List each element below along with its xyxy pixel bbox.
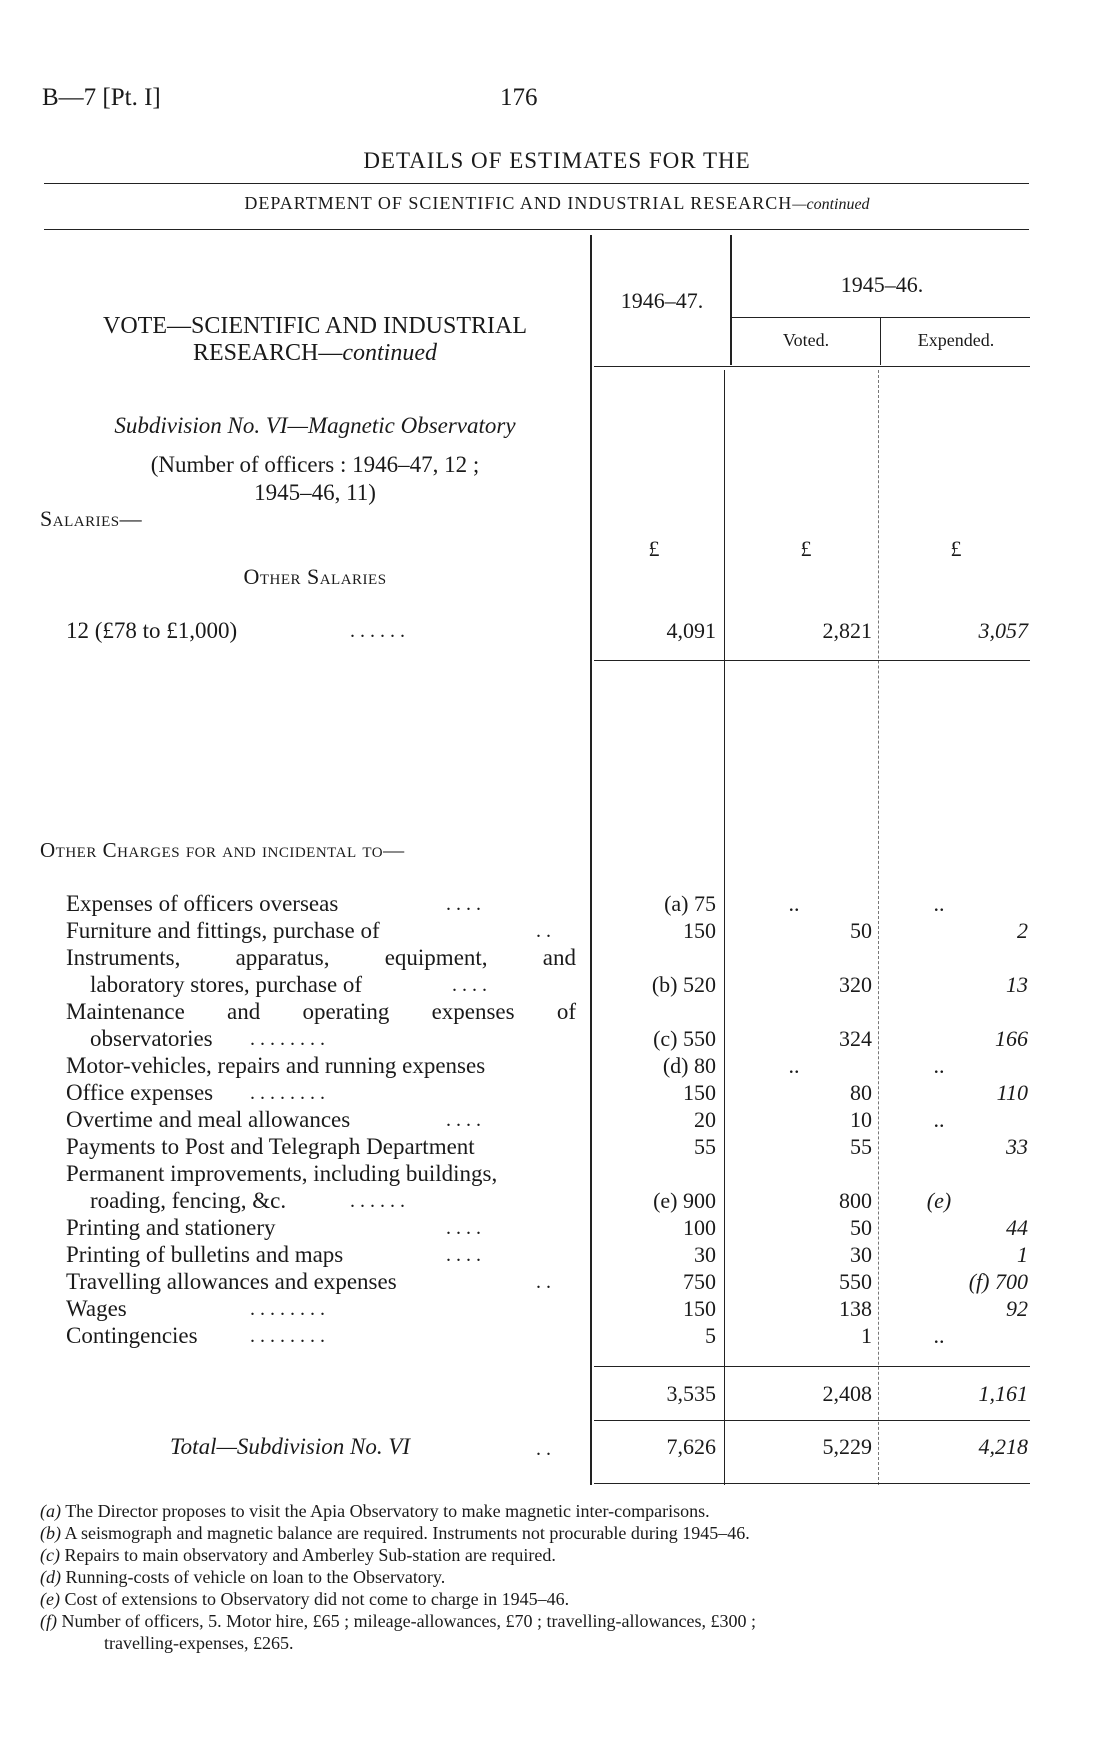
salaries-voted: 2,821 <box>822 618 872 643</box>
column-header-voted: Voted. <box>782 330 830 350</box>
footnote-mark: (f) <box>40 1611 57 1631</box>
row-label-wages: Wages <box>66 1296 127 1321</box>
value-expended: .. <box>933 1053 945 1078</box>
value-voted: 1 <box>861 1323 872 1348</box>
department-subtitle <box>0 193 1114 214</box>
total-expended: 4,218 <box>978 1434 1028 1459</box>
row-label-post-telegraph: Payments to Post and Telegraph Department <box>66 1134 475 1159</box>
value-voted: 50 <box>850 918 872 943</box>
total-1946-47: 7,626 <box>666 1434 716 1459</box>
value-voted: .. <box>788 1053 800 1078</box>
page-title: DETAILS OF ESTIMATES FOR THE <box>363 148 751 173</box>
row-label-office-expenses: Office expenses <box>66 1080 214 1105</box>
value-1946-47: 20 <box>694 1107 716 1132</box>
subtotal-1946-47: 3,535 <box>666 1381 716 1406</box>
value-expended: 13 <box>1006 972 1028 997</box>
total-label: Total—Subdivision No. VI <box>170 1434 411 1459</box>
footnote-c <box>40 1545 556 1566</box>
row-label-travelling: Travelling allowances and expenses <box>66 1269 397 1294</box>
subtotal-voted: 2,408 <box>822 1381 872 1406</box>
leader-dots: . . <box>536 1271 551 1293</box>
header-group-rule <box>732 317 1030 318</box>
value-1946-47: (a) 75 <box>664 891 716 916</box>
value-expended: 92 <box>1006 1296 1028 1321</box>
value-voted: 55 <box>850 1134 872 1159</box>
row-label-instruments: Instruments, apparatus, equipment, and <box>66 945 576 970</box>
other-salaries-heading: Other Salaries <box>243 564 387 589</box>
footnote-text: Running-costs of vehicle on loan to the Observatory. <box>65 1567 446 1587</box>
leader-dots: . . . . . . . . <box>250 1325 325 1347</box>
value-1946-47: (d) 80 <box>662 1053 716 1078</box>
leader-dots: . . . . <box>446 1109 481 1131</box>
page-number: 176 <box>500 84 538 111</box>
row-label-printing-stationery: Printing and stationery <box>66 1215 276 1240</box>
footnote-f <box>40 1611 756 1632</box>
row-label-printing-bulletins: Printing of bulletins and maps <box>66 1242 344 1267</box>
row-label-permanent-improvements: Permanent improvements, including buildings, <box>66 1161 498 1186</box>
column-header-1946-47: 1946–47. <box>620 288 704 313</box>
value-expended: .. <box>933 891 945 916</box>
value-expended: (e) <box>926 1188 952 1213</box>
vote-title-continued: continued <box>342 340 437 366</box>
subdivision-title: Subdivision No. VI—Magnetic Observatory <box>114 413 516 438</box>
currency-col-3: £ <box>950 536 962 561</box>
value-voted: 80 <box>850 1080 872 1105</box>
page-reference: B—7 [Pt. I] <box>42 84 161 111</box>
row-label-instruments-cont: laboratory stores, purchase of <box>90 972 363 997</box>
footnote-mark: (a) <box>40 1501 61 1521</box>
value-voted: 800 <box>839 1188 872 1213</box>
salaries-1946-47: 4,091 <box>666 618 716 643</box>
column-rule-header-2 <box>880 318 881 365</box>
footnote-text: Number of officers, 5. Motor hire, £65 ; mileage-allowances, £70 ; travelling-allowances, £300 ; <box>61 1611 756 1631</box>
leader-dots: . . . . <box>452 974 487 996</box>
footnote-text: Repairs to main observatory and Amberley Sub-station are required. <box>64 1545 556 1565</box>
column-rule-1 <box>724 370 725 1485</box>
column-header-expended: Expended. <box>917 330 995 350</box>
vote-title-research: RESEARCH— <box>193 340 343 366</box>
salaries-heading: Salaries— <box>40 506 143 531</box>
row-label-permanent-improvements-cont: roading, fencing, &c. <box>90 1188 287 1213</box>
department-name: DEPARTMENT OF SCIENTIFIC AND INDUSTRIAL RESEARCH <box>244 193 793 213</box>
value-voted: .. <box>788 891 800 916</box>
value-expended: 44 <box>1006 1215 1028 1240</box>
currency-col-2: £ <box>800 536 812 561</box>
value-1946-47: 5 <box>705 1323 716 1348</box>
value-voted: 10 <box>850 1107 872 1132</box>
leader-dots: . . . . <box>446 1244 481 1266</box>
row-label-overtime: Overtime and meal allowances <box>66 1107 351 1132</box>
leader-dots: . . . . . . . . <box>250 1028 325 1050</box>
leader-dots: . . . . <box>446 893 481 915</box>
footnote-mark: (b) <box>40 1523 61 1543</box>
value-voted: 138 <box>839 1296 872 1321</box>
header-rule-bottom <box>44 229 1029 230</box>
footnote-mark: (d) <box>40 1567 61 1587</box>
value-1946-47: (e) 900 <box>653 1188 716 1213</box>
value-expended: 2 <box>1017 918 1028 943</box>
footnote-mark: (e) <box>40 1589 60 1609</box>
value-expended: 33 <box>1006 1134 1028 1159</box>
total-voted: 5,229 <box>822 1434 872 1459</box>
leader-dots: . . . . . . <box>350 620 405 642</box>
value-1946-47: 150 <box>683 1080 716 1105</box>
footnote-e <box>40 1589 569 1610</box>
footnote-f-cont: travelling-expenses, £265. <box>104 1633 294 1653</box>
column-rule-main <box>590 235 592 1485</box>
value-1946-47: 150 <box>683 918 716 943</box>
header-bottom-rule <box>594 366 1030 367</box>
leader-dots: . . . . . . <box>350 1190 405 1212</box>
row-label-contingencies: Contingencies <box>66 1323 198 1348</box>
leader-dots: . . . . . . . . <box>250 1082 325 1104</box>
row-label-maintenance: Maintenance and operating expenses of <box>66 999 576 1024</box>
value-voted: 320 <box>839 972 872 997</box>
vote-title-line2 <box>40 340 590 367</box>
footnote-text: The Director proposes to visit the Apia Observatory to make magnetic inter-comparisons. <box>65 1501 710 1521</box>
value-1946-47: 55 <box>694 1134 716 1159</box>
value-voted: 550 <box>839 1269 872 1294</box>
subtotal-expended: 1,161 <box>978 1381 1028 1406</box>
value-1946-47: 750 <box>683 1269 716 1294</box>
value-expended: 110 <box>996 1080 1028 1105</box>
leader-dots: . . . . . . . . <box>250 1298 325 1320</box>
value-voted: 30 <box>850 1242 872 1267</box>
footnote-text: Cost of extensions to Observatory did not come to charge in 1945–46. <box>64 1589 570 1609</box>
column-header-1945-46: 1945–46. <box>840 272 924 297</box>
department-continued: —continued <box>792 196 870 213</box>
value-expended: .. <box>933 1107 945 1132</box>
officers-line-1: (Number of officers : 1946–47, 12 ; <box>150 452 480 477</box>
value-expended: (f) 700 <box>968 1269 1028 1294</box>
other-charges-heading: Other Charges for and incidental to— <box>40 838 405 862</box>
salaries-expended: 3,057 <box>978 618 1028 643</box>
leader-dots: . . <box>536 920 551 942</box>
footnote-d <box>40 1567 445 1588</box>
officers-line-2: 1945–46, 11) <box>254 480 376 505</box>
value-1946-47: (b) 520 <box>651 972 716 997</box>
leader-dots: . . <box>536 1438 551 1460</box>
leader-dots: . . . . <box>446 1217 481 1239</box>
value-1946-47: (c) 550 <box>653 1026 716 1051</box>
value-1946-47: 100 <box>683 1215 716 1240</box>
value-expended: 1 <box>1017 1242 1028 1267</box>
row-label-expenses-overseas: Expenses of officers overseas <box>66 891 339 916</box>
vote-title-line1: VOTE—SCIENTIFIC AND INDUSTRIAL <box>103 313 527 339</box>
value-voted: 50 <box>850 1215 872 1240</box>
value-1946-47: 150 <box>683 1296 716 1321</box>
row-label-maintenance-cont: observatories <box>90 1026 213 1051</box>
footnote-a <box>40 1501 710 1522</box>
footnote-b <box>40 1523 750 1544</box>
currency-col-1: £ <box>648 536 660 561</box>
value-expended: .. <box>933 1323 945 1348</box>
salaries-rule <box>594 660 1030 661</box>
row-label-furniture: Furniture and fittings, purchase of <box>66 918 380 943</box>
header-rule-top <box>44 183 1029 184</box>
footnote-mark: (c) <box>40 1545 60 1565</box>
subtotal-rule-bottom <box>594 1420 1030 1421</box>
row-label-motor-vehicles: Motor-vehicles, repairs and running expenses <box>66 1053 486 1078</box>
value-voted: 324 <box>839 1026 872 1051</box>
value-expended: 166 <box>995 1026 1028 1051</box>
total-rule-bottom <box>594 1483 1030 1484</box>
salaries-row-label: 12 (£78 to £1,000) <box>66 618 238 643</box>
column-rule-2 <box>878 370 879 1485</box>
value-1946-47: 30 <box>694 1242 716 1267</box>
subtotal-rule-top <box>594 1366 1030 1367</box>
footnote-text: A seismograph and magnetic balance are required. Instruments not procurable during 1945–46. <box>64 1523 750 1543</box>
